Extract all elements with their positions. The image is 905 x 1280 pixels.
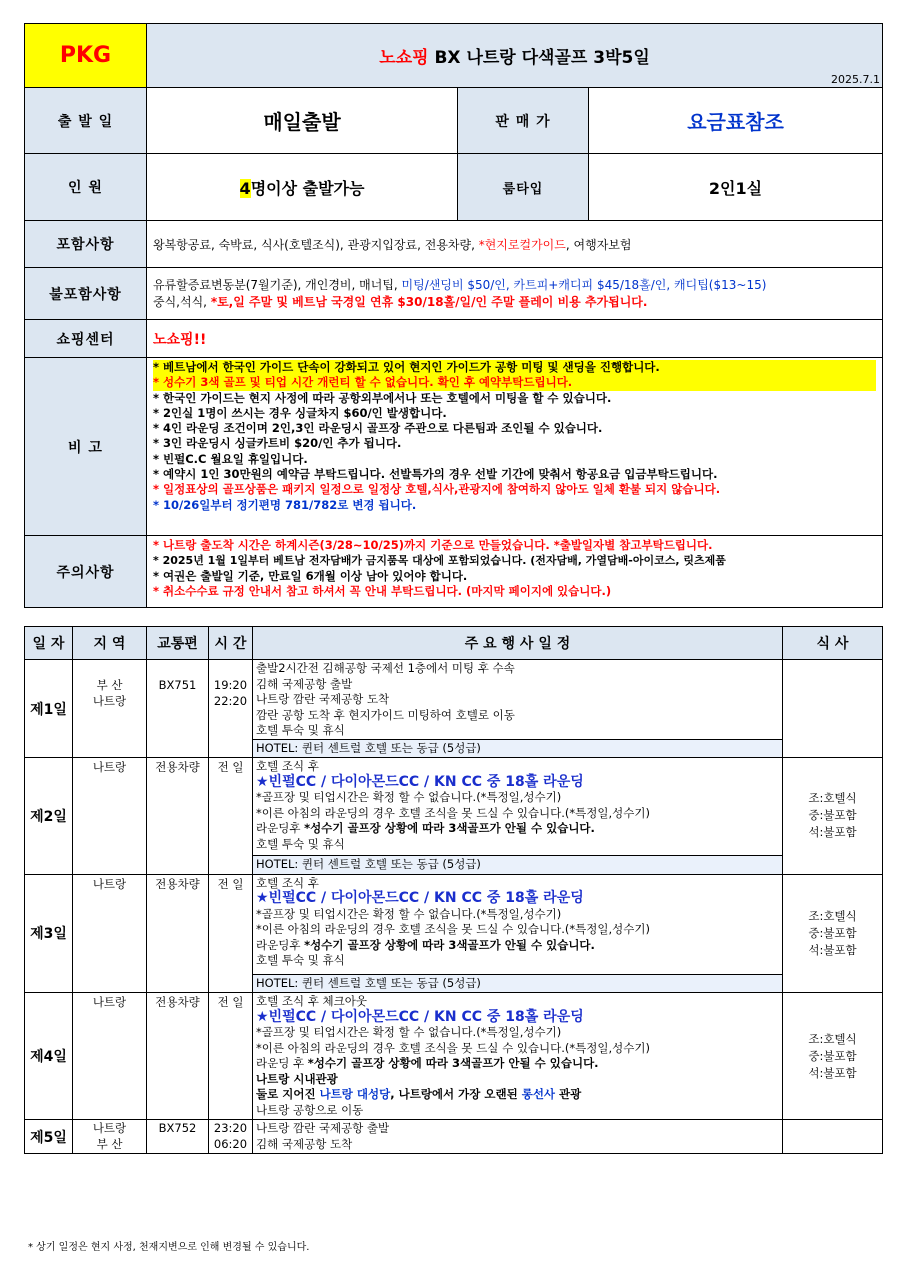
- day-row: [25, 758, 883, 875]
- schedule-cell: [253, 993, 783, 1120]
- schedule-line: 호텔 조식 후: [256, 875, 319, 890]
- schedule-line: *골프장 및 티업시간은 확정 할 수 없습니다.(*특정일,성수기): [256, 1025, 562, 1039]
- schedule-line: 호텔 조식 후 체크아웃: [256, 994, 367, 1008]
- note-item: * 성수기 3색 골프 및 티업 시간 개런티 할 수 없습니다. 확인 후 예약부탁드립니다.: [153, 375, 876, 390]
- notes-cell: [147, 358, 883, 536]
- depart-label: 출 발 일: [25, 88, 147, 154]
- schedule-line: 김해 국제공항 도착: [256, 1136, 353, 1151]
- schedule-line: 나트랑 공항으로 이동: [256, 1102, 364, 1117]
- include-text: 왕복항공료, 숙박료, 식사(호텔조식), 관광지입장료, 전용차량,: [153, 237, 479, 252]
- transport: 전용차량: [147, 758, 209, 875]
- issue-date: 2025.7.1: [831, 73, 881, 86]
- itinerary-table: [24, 626, 883, 1154]
- title-prefix: 노쇼핑: [379, 48, 429, 68]
- schedule-line: 나트랑 시내관광: [256, 1071, 338, 1086]
- schedule-line: 호텔 투숙 및 휴식: [256, 723, 345, 737]
- people-label: 인 원: [25, 154, 147, 221]
- meal-line: 석:불포함: [808, 1065, 857, 1080]
- note-item: * 일정표상의 골프상품은 패키지 일정으로 일정상 호텔,식사,관광지에 참여하지 않아도 일체 환불 되지 않습니다.: [153, 482, 721, 497]
- text: 라운딩 후: [256, 1056, 308, 1070]
- day-label: 제2일: [25, 758, 73, 875]
- exclude-weekend: *토,일 주말 및 베트남 국경일 연휴 $30/18홀/일/인 주말 플레이 비용 추가됩니다.: [210, 294, 648, 309]
- schedule-line: 호텔 투숙 및 휴식: [256, 953, 345, 967]
- warning-item: * 여권은 출발일 기준, 만료일 6개월 이상 남아 있어야 합니다.: [153, 568, 468, 583]
- region: [73, 1120, 147, 1154]
- day-row: [25, 874, 883, 993]
- region: 나트랑: [73, 874, 147, 993]
- room-value: 2인1실: [589, 154, 883, 221]
- warnings-cell: [147, 536, 883, 608]
- text: 라운딩후: [256, 937, 305, 952]
- meal-line: 석:불포함: [808, 942, 857, 957]
- region-line: 부 산: [96, 678, 123, 692]
- flight: BX751: [147, 660, 209, 758]
- text: 둘로 지어진: [256, 1087, 320, 1101]
- note-item: * 예약시 1인 30만원의 예약금 부탁드립니다. 선발특가의 경우 선발 기간에 맞춰서 항공요금 입금부탁드립니다.: [153, 467, 718, 482]
- day-row: [25, 993, 883, 1120]
- schedule-line: *골프장 및 티업시간은 확정 할 수 없습니다.(*특정일,성수기): [256, 906, 562, 921]
- schedule-line: 출발2시간전 김해공항 국제선 1층에서 미팅 후 수속: [256, 661, 515, 675]
- exclude-fees: 미팅/샌딩비 $50/인, 카트피+캐디피 $45/18홀/인, 캐디팁($13~15): [401, 277, 767, 292]
- schedule-line: [256, 1087, 779, 1103]
- hotel-line: HOTEL: 퀸터 센트럴 호텔 또는 동급 (5성급): [253, 974, 782, 993]
- text: *성수기 골프장 상황에 따라 3색골프가 안될 수 있습니다.: [304, 937, 595, 952]
- warn-label: 주의사항: [25, 536, 147, 608]
- schedule-line: 호텔 조식 후: [256, 759, 319, 773]
- note-item: * 4인 라운딩 조건이며 2인,3인 라운딩시 골프장 주관으로 다른팀과 조인될 수 있습니다.: [153, 421, 603, 436]
- warning-item: * 취소수수료 규정 안내서 참고 하셔서 꼭 안내 부탁드립니다. (마지막 페이지에 있습니다.): [153, 583, 612, 598]
- shop-label: 쇼핑센터: [25, 320, 147, 358]
- exclude-text-1: 유류할증료변동분(7월기준), 개인경비, 매너팁,: [153, 277, 402, 292]
- times: [209, 660, 253, 758]
- schedule-cell: [253, 874, 783, 993]
- room-label: 룸타입: [458, 154, 589, 221]
- people-value: [147, 154, 458, 221]
- schedule-line: 김해 국제공항 출발: [256, 676, 353, 691]
- include-insurance: , 여행자보험: [565, 237, 632, 252]
- text: 롱선사: [521, 1087, 556, 1101]
- day-label: 제1일: [25, 660, 73, 758]
- region: [73, 660, 147, 758]
- region-line: 부 산: [96, 1136, 123, 1151]
- note-item: * 2인실 1명이 쓰시는 경우 싱글차지 $60/인 발생합니다.: [153, 405, 447, 420]
- region-line: 나트랑: [92, 693, 127, 708]
- meal-line: 조:호텔식: [808, 791, 857, 806]
- region-line: 나트랑: [92, 1121, 127, 1135]
- include-label: 포함사항: [25, 221, 147, 268]
- schedule-line: 나트랑 깜란 국제공항 도착: [256, 692, 390, 706]
- schedule-line: 호텔 투숙 및 휴식: [256, 836, 345, 851]
- region: 나트랑: [73, 993, 147, 1120]
- col-time: 시 간: [209, 627, 253, 660]
- meal-cell: [783, 758, 883, 875]
- meal-cell: [783, 660, 883, 758]
- package-info-table: [24, 23, 883, 608]
- include-value: [147, 221, 883, 268]
- time: 전 일: [209, 758, 253, 875]
- schedule-line: *이른 아침의 라운딩의 경우 호텔 조식을 못 드실 수 있습니다.(*특정일,성수기): [256, 1040, 650, 1055]
- col-meal: 식 사: [783, 627, 883, 660]
- col-schedule: 주 요 행 사 일 정: [253, 627, 783, 660]
- shop-value: 노쇼핑!!: [147, 320, 883, 358]
- meal-line: 조:호텔식: [808, 908, 857, 923]
- schedule-cell: [253, 758, 783, 875]
- time-line: 06:20: [213, 1136, 248, 1151]
- schedule-line: *이른 아침의 라운딩의 경우 호텔 조식을 못 드실 수 있습니다.(*특정일,성수기): [256, 805, 650, 820]
- time: 전 일: [209, 874, 253, 993]
- day-row: [25, 1120, 883, 1154]
- pkg-label: PKG: [25, 24, 147, 88]
- schedule-line: 나트랑 깜란 국제공항 출발: [256, 1121, 390, 1135]
- schedule-line: 깜란 공항 도착 후 현지가이드 미팅하여 호텔로 이동: [256, 707, 515, 722]
- times: [209, 1120, 253, 1154]
- meal-cell: [783, 1120, 883, 1154]
- people-num: 4: [239, 178, 251, 198]
- transport: 전용차량: [147, 993, 209, 1120]
- day-row: [25, 660, 883, 758]
- text: *성수기 골프장 상황에 따라 3색골프가 안될 수 있습니다.: [307, 1056, 599, 1070]
- price-label: 판 매 가: [458, 88, 589, 154]
- col-transport: 교통편: [147, 627, 209, 660]
- itinerary-footnote: * 상기 일정은 현지 사정, 천재지변으로 인해 변경될 수 있습니다.: [28, 1242, 310, 1253]
- meal-line: 조:호텔식: [808, 1031, 857, 1046]
- col-region: 지 역: [73, 627, 147, 660]
- exclude-value: [147, 268, 883, 320]
- note-item: * 10/26일부터 정기편명 781/782로 변경 됩니다.: [153, 497, 417, 512]
- note-label: 비 고: [25, 358, 147, 536]
- time-line: 19:20: [213, 678, 248, 692]
- exclude-text-2: 중식,석식,: [153, 294, 211, 309]
- day-label: 제4일: [25, 993, 73, 1120]
- time: 전 일: [209, 993, 253, 1120]
- schedule-line: *골프장 및 티업시간은 확정 할 수 없습니다.(*특정일,성수기): [256, 790, 562, 804]
- hotel-line: HOTEL: 퀸터 센트럴 호텔 또는 동급 (5성급): [253, 855, 782, 874]
- schedule-line: [256, 1056, 779, 1072]
- package-title: [147, 24, 883, 88]
- warning-item: * 나트랑 출도착 시간은 하계시즌(3/28~10/25)까지 기준으로 만들었습니다. *출발일자별 참고부탁드립니다.: [153, 538, 713, 552]
- region: 나트랑: [73, 758, 147, 875]
- price-value: 요금표참조: [589, 88, 883, 154]
- schedule-line: [256, 938, 779, 954]
- schedule-line: *이른 아침의 라운딩의 경우 호텔 조식을 못 드실 수 있습니다.(*특정일,성수기): [256, 922, 650, 936]
- hotel-line: HOTEL: 퀸터 센트럴 호텔 또는 동급 (5성급): [253, 739, 782, 758]
- text: 나트랑 대성당: [319, 1087, 391, 1101]
- note-item: * 베트남에서 한국인 가이드 단속이 강화되고 있어 현지인 가이드가 공항 미팅 및 샌딩을 진행합니다.: [153, 360, 876, 375]
- flight: BX752: [147, 1120, 209, 1154]
- exclude-label: 불포함사항: [25, 268, 147, 320]
- schedule-cell: [253, 1120, 783, 1154]
- warning-item: * 2025년 1월 1일부터 베트남 전자담배가 금지품목 대상에 포함되었습니다. (전자담배, 가열담배-아이코스, 릿츠제품: [153, 554, 726, 568]
- text: 라운딩후: [256, 821, 305, 835]
- meal-line: 석:불포함: [808, 825, 857, 840]
- meal-cell: [783, 993, 883, 1120]
- transport: 전용차량: [147, 874, 209, 993]
- schedule-cell: [253, 660, 783, 758]
- text: *성수기 골프장 상황에 따라 3색골프가 안될 수 있습니다.: [304, 821, 595, 835]
- text: 관광: [555, 1087, 582, 1101]
- meal-line: 중:불포함: [808, 1048, 857, 1063]
- golf-round-line: ★빈펄CC / 다이아몬드CC / KN CC 중 18홀 라운딩: [256, 1008, 584, 1025]
- day-label: 제5일: [25, 1120, 73, 1154]
- people-rest: 명이상 출발가능: [250, 178, 365, 198]
- time-line: 22:20: [213, 693, 248, 708]
- include-guide: *현지로컬가이드: [478, 237, 566, 252]
- time-line: 23:20: [213, 1121, 248, 1135]
- day-label: 제3일: [25, 874, 73, 993]
- meal-cell: [783, 874, 883, 993]
- text: , 나트랑에서 가장 오랜된: [390, 1087, 522, 1101]
- golf-round-line: ★빈펄CC / 다이아몬드CC / KN CC 중 18홀 라운딩: [256, 890, 584, 906]
- note-item: * 3인 라운딩시 싱글카트비 $20/인 추가 됩니다.: [153, 436, 402, 451]
- schedule-line: [256, 821, 779, 837]
- meal-line: 중:불포함: [808, 925, 857, 940]
- title-rest: BX 나트랑 다색골프 3박5일: [428, 48, 650, 68]
- note-item: * 한국인 가이드는 현지 사정에 따라 공항외부에서나 또는 호텔에서 미팅을 할 수 있습니다.: [153, 390, 612, 405]
- col-day: 일 자: [25, 627, 73, 660]
- meal-line: 중:불포함: [808, 808, 857, 823]
- depart-value: 매일출발: [147, 88, 458, 154]
- note-item: * 빈펄C.C 월요일 휴일입니다.: [153, 451, 308, 466]
- golf-round-line: ★빈펄CC / 다이아몬드CC / KN CC 중 18홀 라운딩: [256, 773, 584, 790]
